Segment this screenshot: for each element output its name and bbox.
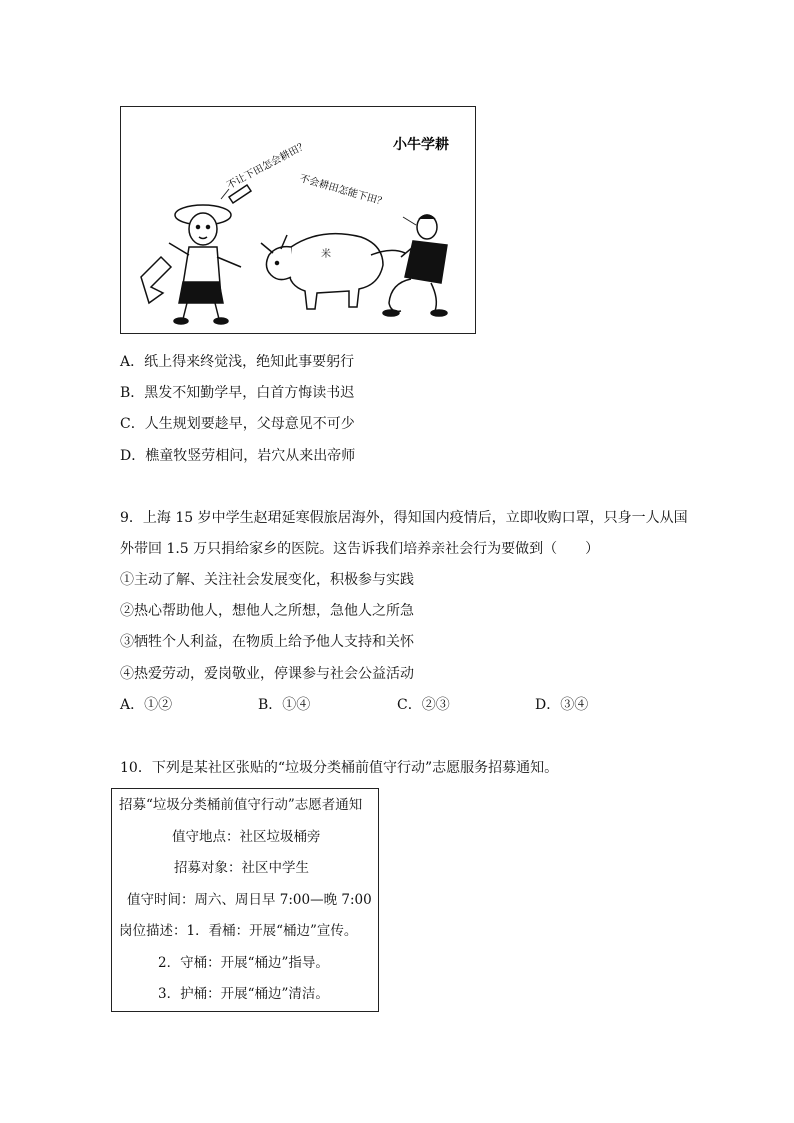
cartoon-title: 小牛学耕 [393,137,449,153]
q9-item-3: ③牺牲个人利益，在物质上给予他人支持和关怀 [120,634,414,650]
speech-left: 不让下田怎会耕田？ [225,139,310,192]
q9-item-4: ④热爱劳动，爱岗敬业，停课参与社会公益活动 [120,666,414,682]
notice-target: 招募对象：社区中学生 [174,860,309,876]
q8-option-d: D．樵童牧竖劳相问，岩穴从来出帝师 [120,448,356,464]
q9-choice-c: C．②③ [397,697,450,713]
notice-title: 招募“垃圾分类桶前值守行动”志愿者通知 [119,797,363,813]
notice-duty-1: 岗位描述：1．看桶：开展“桶边”宣传。 [119,923,358,939]
q8-option-a: A．纸上得来终觉浅，绝知此事要躬行 [120,354,355,370]
ox-figure [261,234,405,309]
speech-right: 不会耕田怎能下田？ [298,173,388,209]
q9-stem-line2: 外带回 1.5 万只捐给家乡的医院。这告诉我们培养亲社会行为要做到（ ） [120,541,600,557]
notice-duty-3: 3．护桶：开展“桶边”清洁。 [158,986,329,1002]
q9-choice-d: D．③④ [535,697,589,713]
q8-option-c: C．人生规划要趁早，父母意见不可少 [120,416,355,432]
svg-text:米: 米 [321,249,331,260]
scholar-figure [383,215,447,316]
farmer-figure [141,185,251,324]
notice-time: 值守时间：周六、周日早 7:00—晚 7:00 [127,892,372,908]
q8-option-b: B．黑发不知勤学早，白首方悔读书迟 [120,385,355,401]
recruitment-notice-box [111,788,379,1012]
q9-stem-line1: 9．上海 15 岁中学生赵珺延寒假旅居海外，得知国内疫情后，立即收购口罩，只身一人从国 [120,510,688,526]
notice-place: 值守地点：社区垃圾桶旁 [172,829,321,845]
q10-stem: 10．下列是某社区张贴的“垃圾分类桶前值守行动”志愿服务招募通知。 [120,760,559,776]
q9-choice-a: A．①② [120,697,173,713]
q9-item-1: ①主动了解、关注社会发展变化，积极参与实践 [120,572,414,588]
notice-duty-2: 2．守桶：开展“桶边”指导。 [158,955,329,971]
cartoon-figure [120,106,476,334]
q9-item-2: ②热心帮助他人，想他人之所想，急他人之所急 [120,603,414,619]
cartoon-drawing [121,107,476,334]
q9-choice-b: B．①④ [258,697,311,713]
